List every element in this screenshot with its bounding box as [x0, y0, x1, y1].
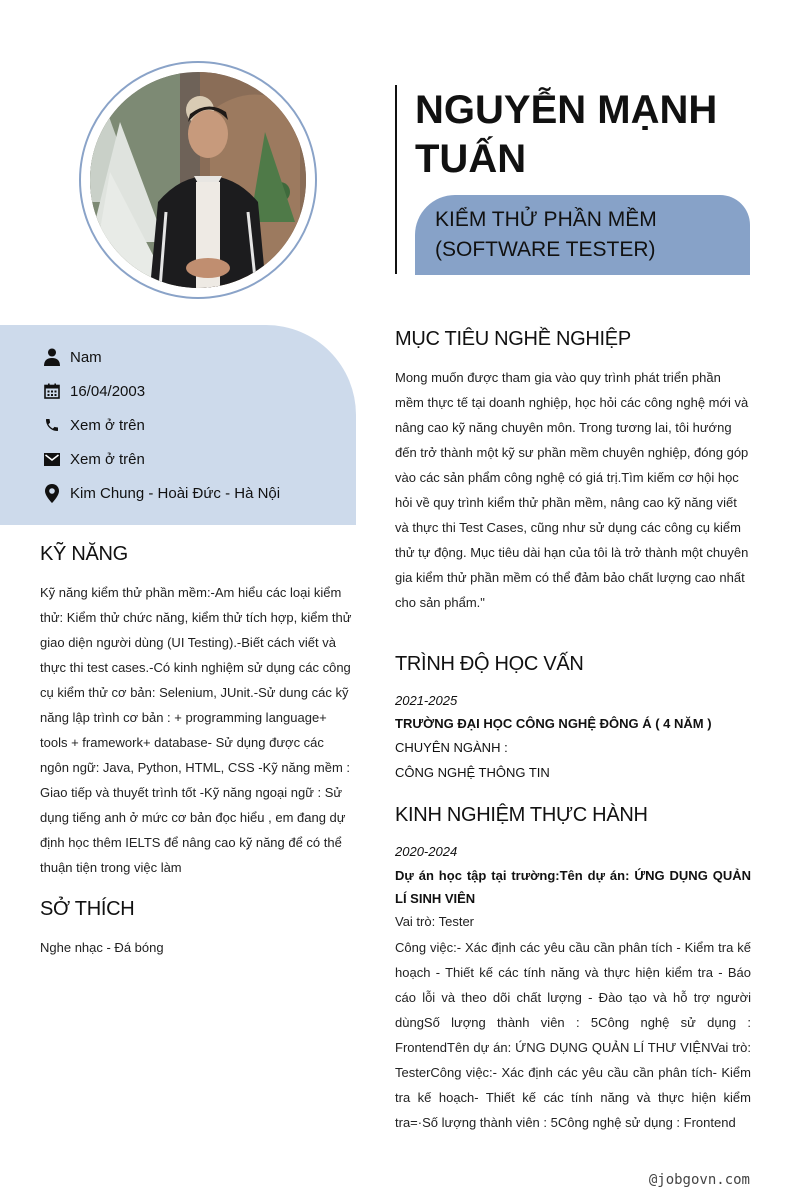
candidate-name: NGUYỄN MẠNH TUẤN [415, 88, 718, 181]
avatar-ring [79, 61, 317, 299]
job-title-box [415, 195, 750, 275]
mail-icon [42, 449, 62, 469]
contact-gender [42, 346, 102, 368]
education-school: TRƯỜNG ĐẠI HỌC CÔNG NGHỆ ĐÔNG Á ( 4 NĂM ) [395, 716, 712, 731]
experience-heading: KINH NGHIỆM THỰC HÀNH [395, 804, 648, 826]
birthday-text: 16/04/2003 [70, 382, 146, 400]
objective-text: Mong muốn được tham gia vào quy trình phát triển phần mềm thực tế tại doanh nghiệp, học hỏi các công nghệ mới và nâng cao kỹ năng chuyên môn. Trong tương lai, tôi hướng đến trở thành một kỹ sư phần mềm chuyên nghiệp, đóng góp vào các sản phẩm công nghệ có giá trị.Tìm kiếm cơ hội học hỏi về quy trình kiểm thử phần mềm, nâng cao kỹ năng viết và thực thi Test Cases, cũng như sử dụng các công cụ kiểm thử tự động. Mục tiêu dài hạn của tôi là trở thành một chuyên gia kiểm thử phần mềm có thể đảm bảo chất lượng cao nhất cho sản phẩm." [395, 370, 749, 610]
phone-text[interactable]: Xem ở trên [70, 416, 145, 434]
education-major-label: CHUYÊN NGÀNH : [395, 740, 508, 755]
contact-birthday [42, 380, 145, 402]
education-major: CÔNG NGHỆ THÔNG TIN [395, 765, 550, 780]
experience-years: 2020-2024 [395, 844, 458, 859]
calendar-icon [42, 381, 62, 401]
job-title-line-1: KIỂM THỬ PHẦN MỀM [435, 208, 657, 231]
person-icon [42, 347, 62, 367]
hobbies-heading: SỞ THÍCH [40, 898, 135, 920]
watermark-text: @jobgovn.com [648, 1172, 750, 1188]
name-divider [395, 85, 397, 274]
objective-heading: MỤC TIÊU NGHỀ NGHIỆP [395, 328, 631, 350]
hobbies-text: Nghe nhạc - Đá bóng [40, 940, 164, 955]
contact-address [42, 482, 280, 504]
phone-icon [42, 415, 62, 435]
profile-photo [90, 72, 306, 288]
gender-text: Nam [70, 348, 102, 366]
contact-email [42, 448, 145, 470]
address-text: Kim Chung - Hoài Đức - Hà Nội [70, 484, 281, 502]
contact-phone [42, 414, 145, 436]
location-pin-icon [42, 483, 62, 503]
education-years: 2021-2025 [395, 693, 458, 708]
skills-heading: KỸ NĂNG [40, 543, 128, 565]
skills-text: Kỹ năng kiểm thử phần mềm:-Am hiểu các loại kiểm thử: Kiểm thử chức năng, kiểm thử tích hợp, kiểm thử giao diện người dùng (UI Testing).-Biết cách viết và thực thi test cases.-Có kinh nghiệm sử dụng các công cụ kiểm thử cơ bản: Selenium, JUnit.-Sử dung các kỹ năng lập trình cơ bản : + programming language+ tools + framework+ database- Sử dụng được các ngôn ngữ: Java, Python, HTML, CSS -Kỹ năng mềm : Giao tiếp và thuyết trình tốt -Kỹ năng ngoại ngữ : Sử dụng tiếng anh ở mức cơ bản đọc hiểu , em đang dự định học thêm IELTS để nâng cao kỹ năng để có thể thuận tiện trong việc làm [40, 585, 352, 875]
education-heading: TRÌNH ĐỘ HỌC VẤN [395, 653, 584, 675]
email-text[interactable]: Xem ở trên [70, 450, 145, 468]
experience-description: Công việc:- Xác định các yêu cầu cần phân tích - Kiểm tra kế hoạch - Thiết kế các tính năng và thực hiện kiểm tra - Báo cáo lỗi và theo dõi chất lượng - Đào tạo và hỗ trợ người dùngSố lượng thành viên : 5Công nghệ sử dụng : FrontendTên dự án: ỨNG DỤNG QUẢN LÍ THƯ VIỆNVai trò: TesterCông việc:- Xác định các yêu cầu cần phân tích- Kiểm tra kế hoạch- Thiết kế các tính năng và thực hiện kiểm tra=·Số lượng thành viên : 5Công nghệ sử dụng : Frontend [395, 940, 751, 1130]
avatar [90, 72, 306, 288]
experience-role: Vai trò: Tester [395, 914, 474, 929]
experience-project: Dự án học tập tại trường:Tên dự án: ỨNG DỤNG QUẢN LÍ SINH VIÊN [395, 868, 751, 906]
job-title-line-2: (SOFTWARE TESTER) [435, 238, 656, 261]
